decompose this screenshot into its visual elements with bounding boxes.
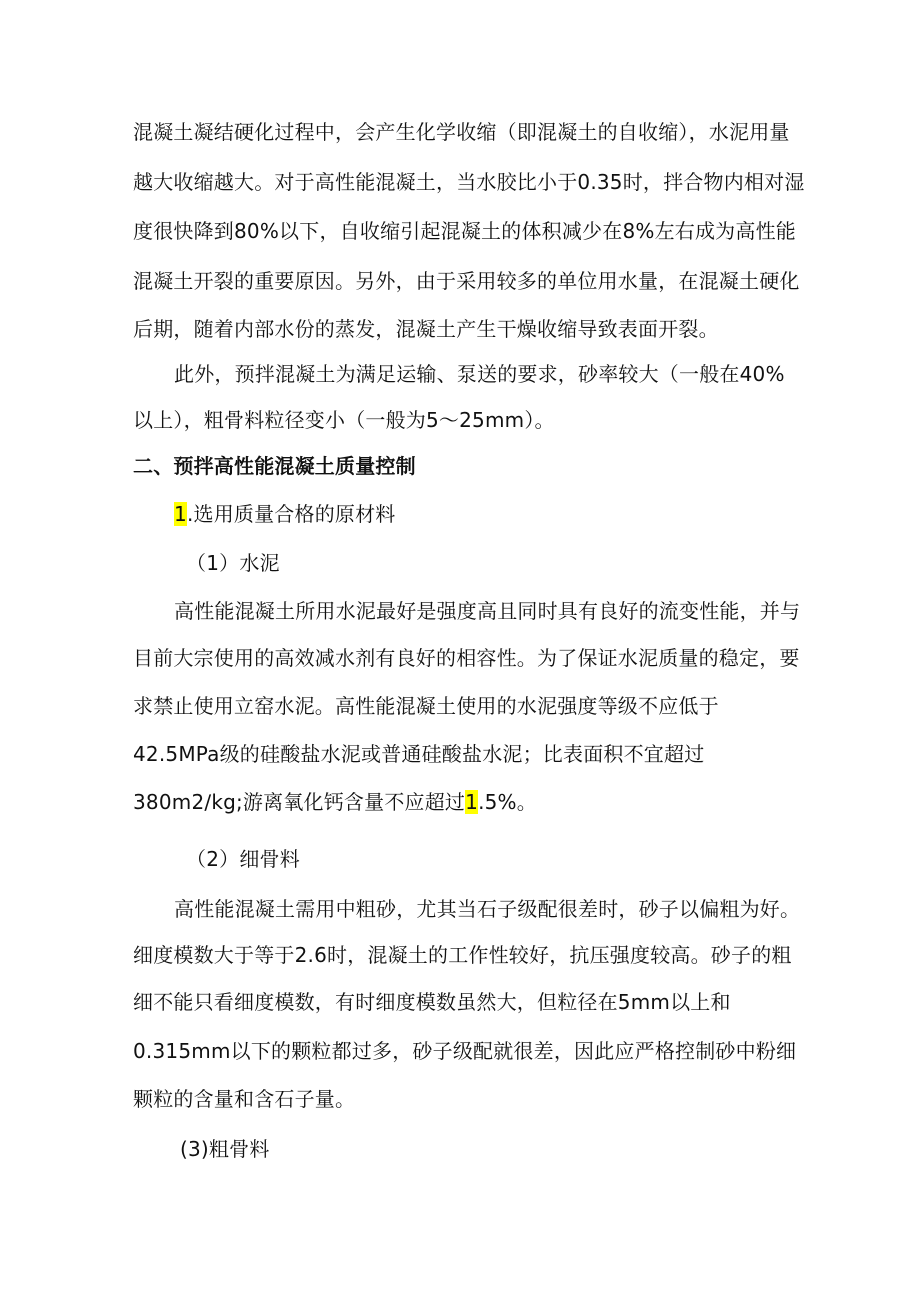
paragraph-line: 细不能只看细度模数，有时细度模数虽然大，但粒径在5mm以上和 (133, 990, 731, 1014)
paragraph-line: 此外，预拌混凝土为满足运输、泵送的要求，砂率较大（一般在40% (174, 362, 785, 386)
paragraph-line: 以上），粗骨料粒径变小（一般为5〜25mm）。 (133, 408, 555, 432)
item-heading: (3)粗骨料 (180, 1137, 270, 1161)
highlighted-text: 1 (465, 790, 479, 814)
paragraph-line: 细度模数大于等于2.6时，混凝土的工作性较好，抗压强度较高。砂子的粗 (133, 943, 792, 967)
paragraph-line: 后期，随着内部水份的蒸发，混凝土产生干燥收缩导致表面开裂。 (133, 317, 719, 341)
item-heading: （1）水泥 (186, 551, 280, 575)
paragraph-line: 混凝土凝结硬化过程中，会产生化学收缩（即混凝土的自收缩），水泥用量 (133, 120, 790, 144)
paragraph-line: 0.315mm以下的颗粒都过多，砂子级配就很差，因此应严格控制砂中粉细 (133, 1039, 797, 1063)
item-heading: （2）细骨料 (186, 847, 300, 871)
section-heading: 二、预拌高性能混凝土质量控制 (133, 454, 416, 478)
subsection-heading: 1.选用质量合格的原材料 (174, 502, 396, 526)
paragraph-line: 度很快降到80%以下，自收缩引起混凝土的体积减少在8%左右成为高性能 (133, 219, 796, 243)
paragraph-line: 高性能混凝土需用中粗砂，尤其当石子级配很差时，砂子以偏粗为好。 (174, 897, 801, 921)
highlighted-text: 1 (174, 502, 187, 526)
paragraph-line: 求禁止使用立窑水泥。高性能混凝土使用的水泥强度等级不应低于 (133, 694, 719, 718)
paragraph-line: 42.5MPa级的硅酸盐水泥或普通硅酸盐水泥；比表面积不宜超过 (133, 742, 705, 766)
paragraph-line: 380m2∕kg;游离氧化钙含量不应超过1.5%。 (133, 790, 537, 814)
paragraph-line: 高性能混凝土所用水泥最好是强度高且同时具有良好的流变性能，并与 (174, 599, 801, 623)
paragraph-line: 目前大宗使用的高效减水剂有良好的相容性。为了保证水泥质量的稳定，要 (133, 646, 800, 670)
paragraph-line: 混凝土开裂的重要原因。另外，由于采用较多的单位用水量，在混凝土硬化 (133, 269, 800, 293)
paragraph-line: 颗粒的含量和含石子量。 (133, 1087, 356, 1111)
paragraph-line: 越大收缩越大。对于高性能混凝土，当水胶比小于0.35时，拌合物内相对湿 (133, 170, 805, 194)
